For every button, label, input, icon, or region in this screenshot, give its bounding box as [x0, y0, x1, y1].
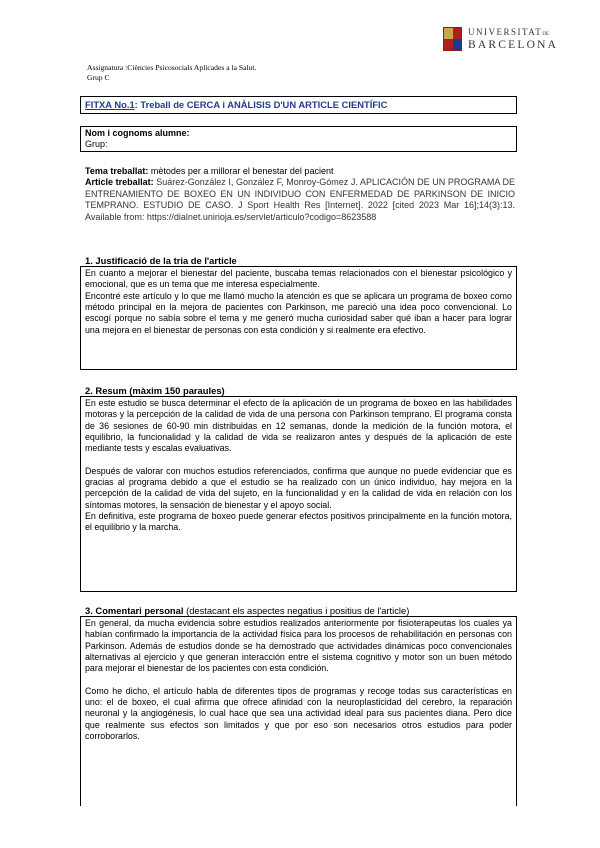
- section3-box: [80, 616, 517, 806]
- title-text: : Treball de CERCA i ANÀLISIS D'UN ARTICLE CIENTÍFIC: [134, 99, 388, 110]
- section1-paragraph: Encontré este artículo y lo que me llamó mucho la atención es que se aplicara un programa de boxeo como método principal en la mejora de pacientes con Parkinson, me pareció una idea poco convencional. Lo escogí porque no sabía sobre el tema y me generó mucha curiosidad saber qué iban a hacer para lograr una mejora en el bienestar de personas con esta condición y si realmente era efectivo.: [85, 290, 512, 335]
- topic-label: Tema treballat:: [85, 166, 149, 176]
- student-name-label: Nom i cognoms alumne:: [85, 128, 190, 138]
- section2-heading: 2. Resum (màxim 150 paraules): [85, 385, 225, 396]
- section2-box: [80, 396, 517, 592]
- document-header: [87, 63, 256, 83]
- section3-heading: [85, 605, 409, 616]
- topic-value: mètodes per a millorar el benestar del pacient: [148, 166, 334, 176]
- section2-paragraph: Después de valorar con muchos estudios referenciados, confirma que aunque no puede evidenciar que es gracias al programa debido a que el estudio se ha realizado con un único individuo, hay mejora en la percepción de la calidad de vida del sujeto, en la funcionalidad y en la calidad de vida en relación con los síntomas motores, la sensación de bienestar y el apoyo social.: [85, 465, 512, 510]
- section3-heading-note: (destacant els aspectes negatius i positius de l'article): [183, 605, 410, 616]
- section3-paragraph: En general, da mucha evidencia sobre estudios realizados anteriormente por fisioterapeutas los cuales ya habían confirmado la importancia de la actividad física para los procesos de rehabilitación en personas con Parkinson. Además de estudios donde se ha demostrado que actividades dinámicas poco convencionales alternativas al ejercicio y que generan interacción entre el sistema cognitivo y motor son un buen método para mejorar el bienestar de los pacientes con esta condición.: [85, 618, 512, 674]
- section1-paragraph: En cuanto a mejorar el bienestar del paciente, buscaba temas relacionados con el bienestar psicológico y emocional, que es un tema que me interesa especialmente.: [85, 268, 512, 290]
- university-logo: [443, 27, 558, 51]
- logo-line1-small: DE: [542, 32, 549, 37]
- student-group-label: Grup:: [85, 139, 108, 149]
- section3-heading-title: 3. Comentari personal: [85, 605, 184, 616]
- subject-line: Assignatura :Ciències Psicosocials Aplicades a la Salut.: [87, 63, 257, 72]
- section1-box: [80, 266, 517, 370]
- section3-paragraph: Como he dicho, el artículo habla de diferentes tipos de programas y recoge todas sus características en uno: el de boxeo, el cual afirma que ofrece afinidad con la neuroplasticidad del cerebro, la reparación neuronal y la angiogénesis, lo cual hace que sea una actividad ideal para sus pacientes diana. Pero dice que realmente sus efectos son limitados y que por eso son necesarios otros estudios para poder corroborarlos.: [85, 685, 512, 742]
- student-box: [80, 126, 517, 152]
- section2-paragraph: En definitiva, este programa de boxeo puede generar efectos positivos principalmente en la función motora, el equilibrio y la marcha.: [85, 511, 512, 533]
- university-crest-icon: [443, 27, 462, 51]
- title-prefix: FITXA No.1: [85, 99, 135, 110]
- article-citation: Suárez-González I, González F, Monroy-Gómez J. APLICACIÓN DE UN PROGRAMA DE ENTRENAMIENTO DE BOXEO EN UN INDIVIDUO CON ENFERMEDAD DE PARKINSON DE INICIO TEMPRANO. ESTUDIO DE CASO. J Sport Health Res [Internet]. 2022 [cited 2023 Mar 16];14(3):13. Available from: https://dialnet.unirioja.es/servlet/articulo?codigo=8623588: [85, 177, 515, 222]
- article-label: Article treballat:: [85, 177, 154, 188]
- logo-line2: BARCELONA: [468, 39, 559, 51]
- section2-paragraph: En este estudio se busca determinar el efecto de la aplicación de un programa de boxeo en las habilidades motoras y la percepción de la calidad de vida de una persona con Parkinson temprano. El programa consta de 36 sesiones de 60-90 min distribuidas en 12 semanas, donde la medición de la función motora, el equilibrio, la funcionalidad y la calidad de vida se realizaron antes y después de la aplicación de este mediante tests y escalas evaluativas.: [85, 398, 512, 454]
- section1-heading: 1. Justificació de la tria de l'article: [85, 255, 237, 266]
- group-line: Grup C: [87, 73, 110, 82]
- title-box: [80, 96, 517, 114]
- article-meta: [85, 166, 515, 223]
- logo-line1: UNIVERSITAT: [468, 27, 543, 37]
